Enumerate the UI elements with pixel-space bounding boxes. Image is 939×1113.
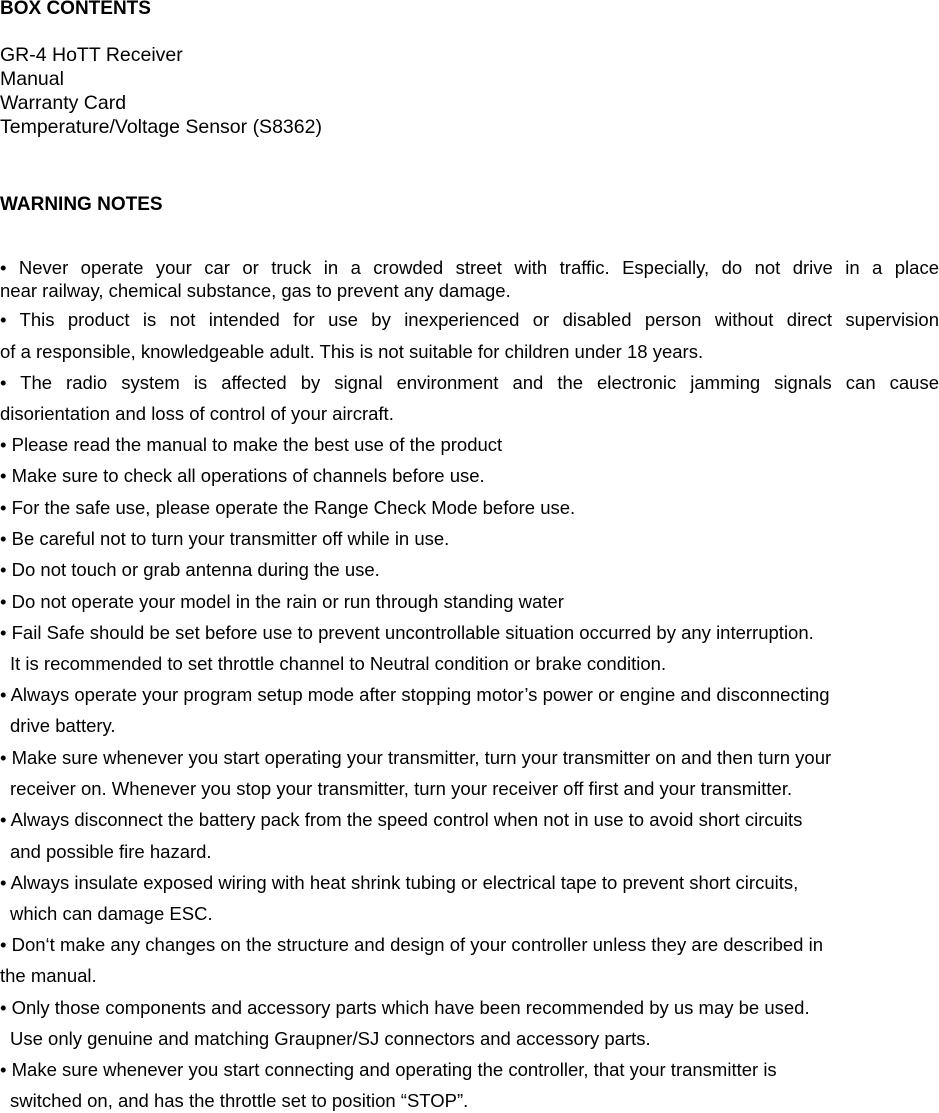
warning-line: • Always insulate exposed wiring with heat shrink tubing or electrical tape to prevent short circuits, — [0, 872, 799, 893]
warning-line: • Be careful not to turn your transmitter off while in use. — [0, 528, 450, 549]
warning-line: • Do not operate your model in the rain or run through standing water — [0, 591, 564, 612]
warning-line: of a responsible, knowledgeable adult. This is not suitable for children under 18 years. — [0, 341, 704, 362]
warning-line: the manual. — [0, 965, 97, 986]
warning-notes-heading: WARNING NOTES — [0, 194, 163, 215]
warning-line: • Always disconnect the battery pack from the speed control when not in use to avoid short circuits — [0, 809, 803, 830]
warning-line: • Only those components and accessory parts which have been recommended by us may be used. — [0, 997, 810, 1018]
warning-line: • This product is not intended for use by inexperienced or disabled person without direct supervision — [0, 309, 939, 330]
warning-line: • Never operate your car or truck in a crowded street with traffic. Especially, do not drive in a place — [0, 257, 939, 278]
warning-line: • Fail Safe should be set before use to prevent uncontrollable situation occurred by any interruption. — [0, 622, 814, 643]
warning-line: • Make sure to check all operations of channels before use. — [0, 465, 485, 486]
warning-line: • Please read the manual to make the best use of the product — [0, 434, 503, 455]
warning-line: drive battery. — [10, 715, 116, 736]
warning-line: switched on, and has the throttle set to position “STOP”. — [10, 1090, 469, 1111]
warning-line: • The radio system is affected by signal environment and the electronic jamming signals can cause — [0, 372, 939, 393]
box-contents-item: Manual — [0, 68, 64, 90]
warning-line: • For the safe use, please operate the Range Check Mode before use. — [0, 497, 576, 518]
box-contents-item: GR-4 HoTT Receiver — [0, 44, 183, 66]
warning-line: Use only genuine and matching Graupner/SJ connectors and accessory parts. — [10, 1028, 651, 1049]
warning-line: It is recommended to set throttle channel to Neutral condition or brake condition. — [10, 653, 667, 674]
warning-line: disorientation and loss of control of your aircraft. — [0, 403, 394, 424]
warning-line: which can damage ESC. — [10, 903, 213, 924]
warning-line: • Do not touch or grab antenna during the use. — [0, 559, 380, 580]
warning-line: and possible fire hazard. — [10, 841, 212, 862]
warning-line: receiver on. Whenever you stop your transmitter, turn your receiver off first and your transmitter. — [10, 778, 793, 799]
warning-line: • Always operate your program setup mode after stopping motor’s power or engine and disconnecting — [0, 684, 830, 705]
warning-line: • Don‘t make any changes on the structure and design of your controller unless they are described in — [0, 934, 823, 955]
warning-line: • Make sure whenever you start operating your transmitter, turn your transmitter on and then turn your — [0, 747, 832, 768]
box-contents-item: Warranty Card — [0, 92, 127, 114]
box-contents-heading: BOX CONTENTS — [0, 0, 151, 19]
warning-line: near railway, chemical substance, gas to prevent any damage. — [0, 280, 511, 301]
warning-line: • Make sure whenever you start connecting and operating the controller, that your transmitter is — [0, 1059, 777, 1080]
box-contents-item: Temperature/Voltage Sensor (S8362) — [0, 116, 322, 138]
